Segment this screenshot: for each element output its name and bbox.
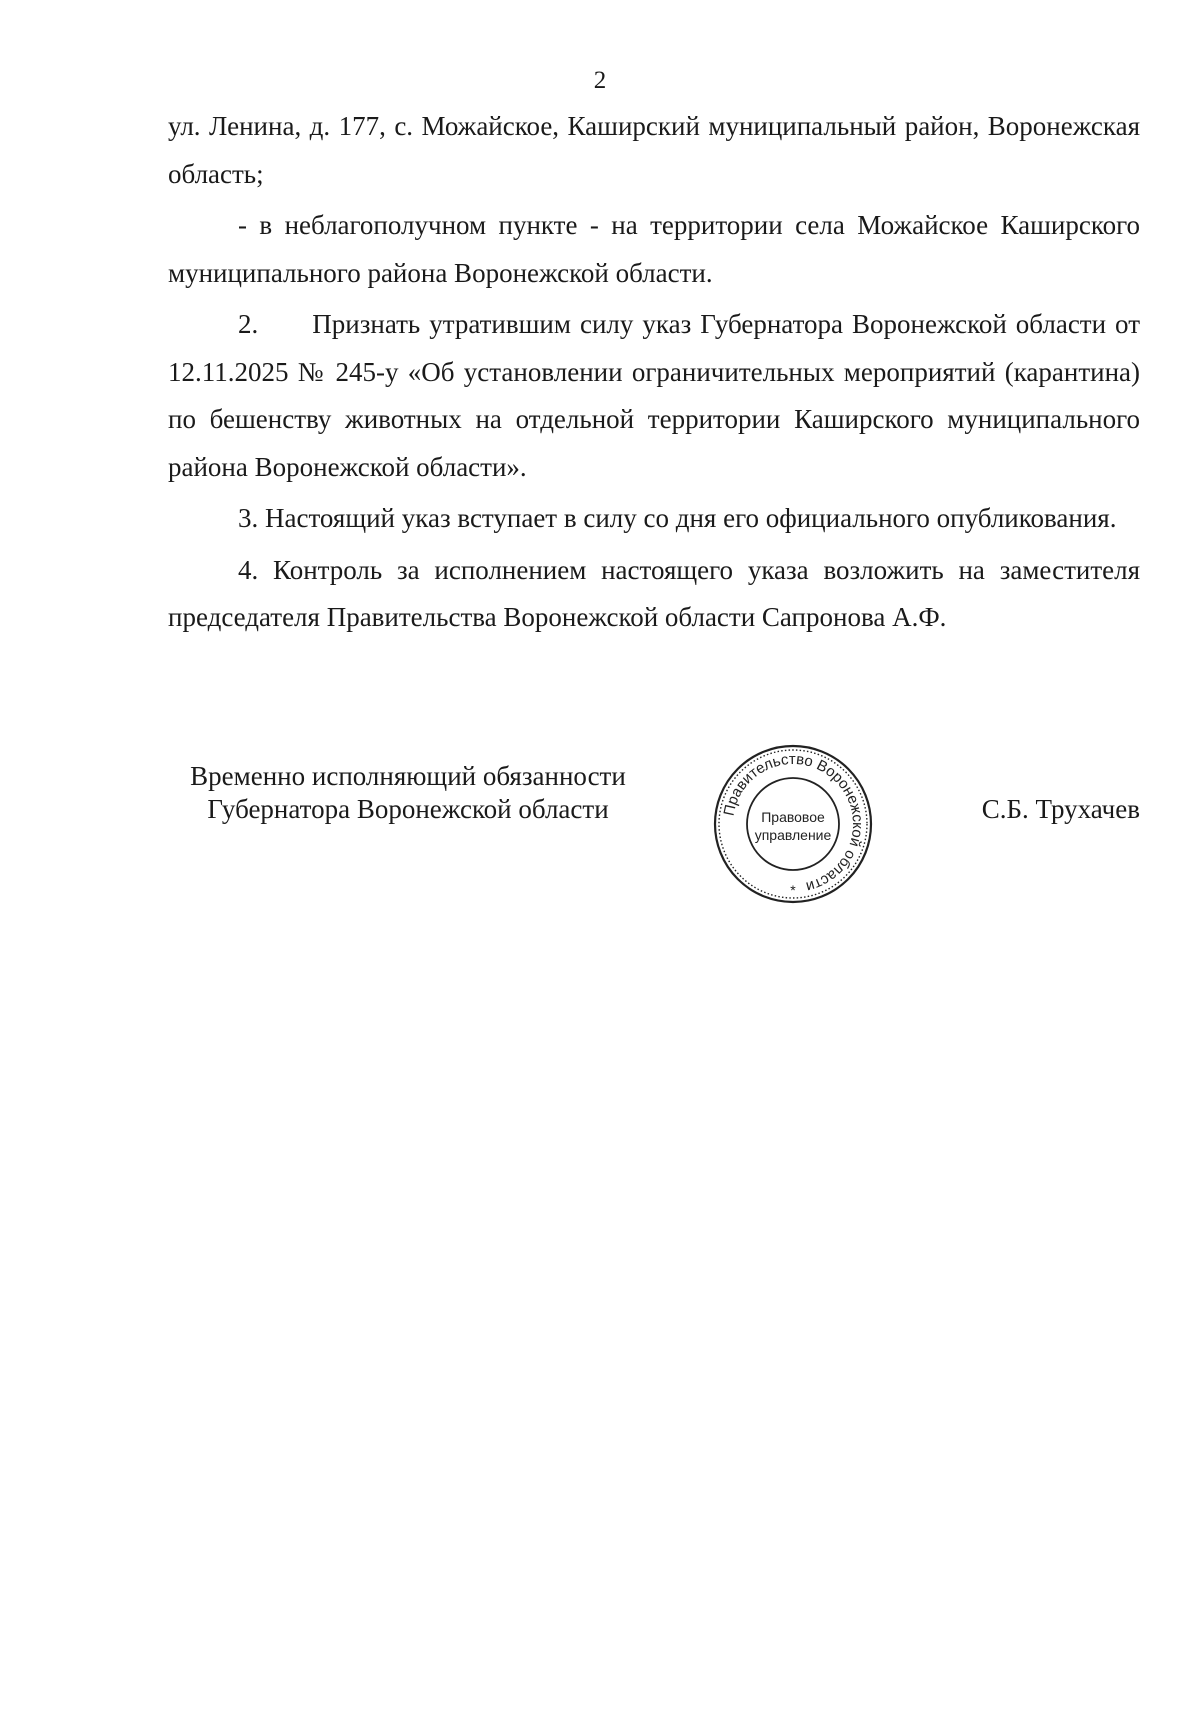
signatory-position bbox=[168, 760, 648, 826]
stamp-inner-line-2: управление bbox=[754, 827, 832, 843]
stamp-star: * bbox=[790, 882, 796, 898]
signatory-position-line-2: Губернатора Воронежской области bbox=[207, 794, 609, 824]
paragraph-item-2: 2. Признать утратившим силу указ Губернатора Воронежской области от 12.11.2025 № 245-у «Об установлении ограничительных мероприятий (карантина) по бешенству животных на отдельной территории Каширского муниципального района Воронежской области». bbox=[168, 309, 1140, 482]
stamp-outer-text: Правительство Воронежской области bbox=[720, 750, 867, 896]
signatory-name: С.Б. Трухачев bbox=[981, 794, 1140, 824]
stamp-inner-line-1: Правовое bbox=[761, 809, 825, 825]
paragraph-address: ул. Ленина, д. 177, с. Можайское, Каширский муниципальный район, Воронежская область; bbox=[168, 111, 1140, 189]
signatory-position-line-1: Временно исполняющий обязанности bbox=[190, 761, 626, 791]
document-body bbox=[168, 103, 1140, 646]
paragraph-item-3: 3. Настоящий указ вступает в силу со дня его официального опубликования. bbox=[238, 503, 1117, 533]
paragraph-unfavorable-point: - в неблагополучном пункте - на территории села Можайское Каширского муниципального района Воронежской области. bbox=[168, 210, 1140, 288]
paragraph-item-4: 4. Контроль за исполнением настоящего указа возложить на заместителя председателя Правительства Воронежской области Сапронова А.Ф. bbox=[168, 554, 1140, 632]
stamp-seal-icon bbox=[712, 743, 874, 905]
official-stamp bbox=[712, 743, 874, 905]
page-number: 2 bbox=[593, 67, 607, 94]
